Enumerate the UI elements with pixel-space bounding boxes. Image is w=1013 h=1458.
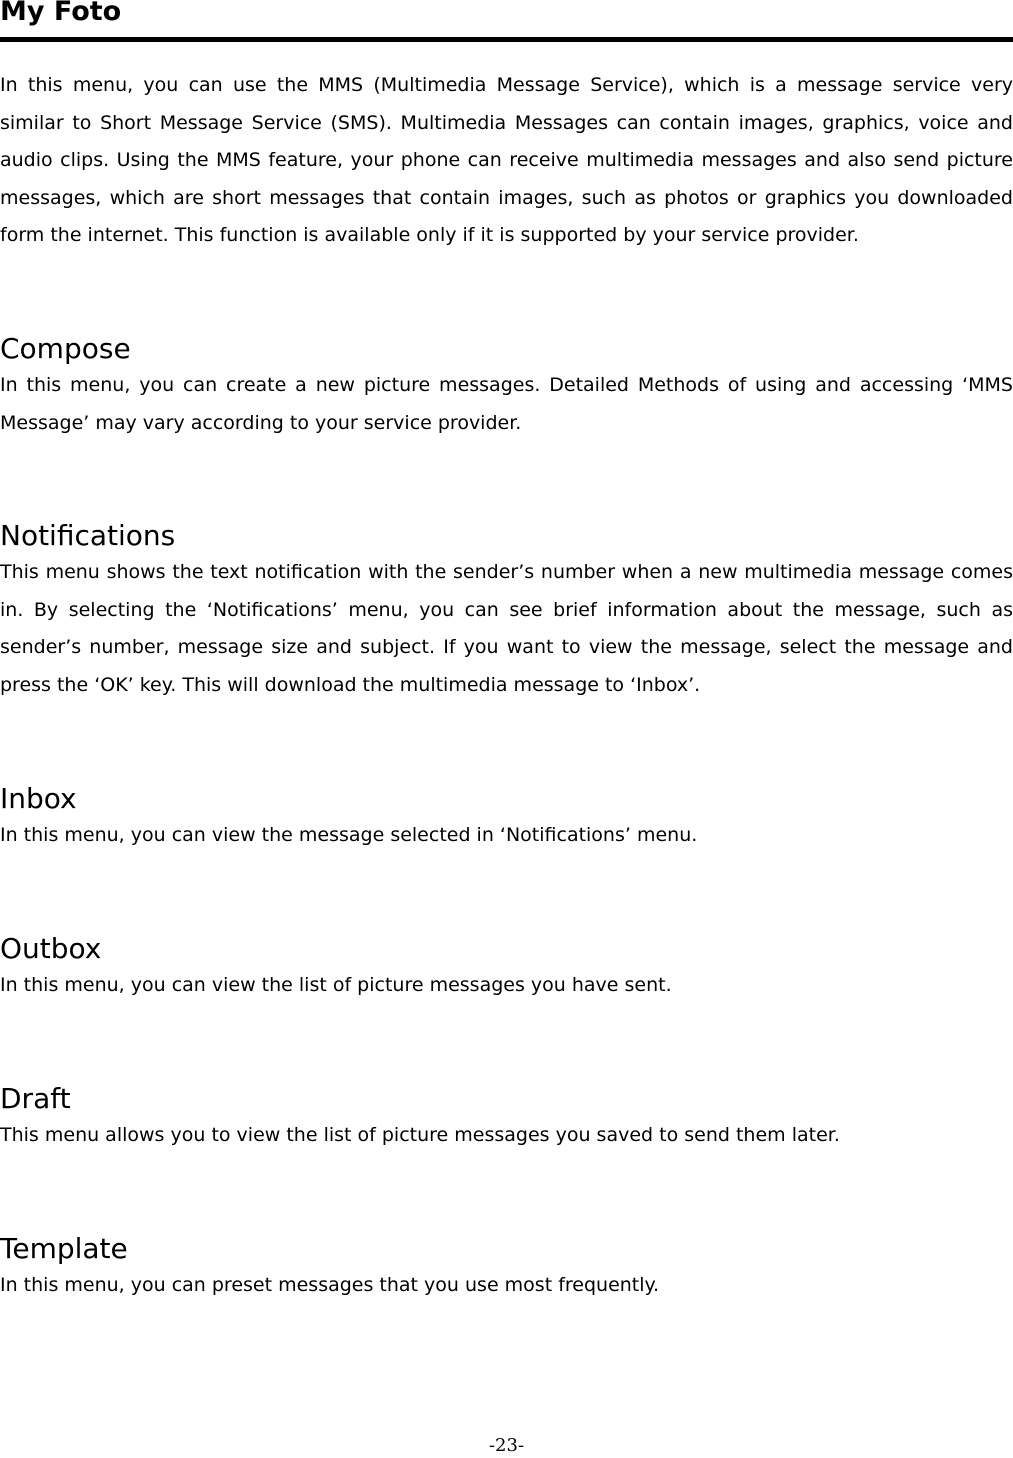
intro-paragraph: In this menu, you can use the MMS (Multimedia Message Service), which is a message service very similar to Short Message Service (SMS). Multimedia Messages can contain images, graphics, voice and audio clips. Using the MMS feature, your phone can receive multimedia messages and also send picture messages, which are short messages that contain images, such as photos or graphics you downloaded form the internet. This function is available only if it is supported by your service provider. <box>0 74 1013 247</box>
title-divider <box>0 37 1013 42</box>
inbox-paragraph: In this menu, you can view the message selected in ‘Notifications’ menu. <box>0 824 698 846</box>
compose-paragraph: In this menu, you can create a new picture messages. Detailed Methods of using and accessing ‘MMS Message’ may vary according to your service provider. <box>0 374 1013 434</box>
notifications-heading: Notifications <box>0 519 176 552</box>
compose-heading: Compose <box>0 332 131 365</box>
template-paragraph: In this menu, you can preset messages that you use most frequently. <box>0 1274 660 1296</box>
template-heading: Template <box>0 1232 128 1265</box>
inbox-heading: Inbox <box>0 782 77 815</box>
draft-paragraph: This menu allows you to view the list of picture messages you saved to send them later. <box>0 1124 840 1146</box>
draft-heading: Draft <box>0 1082 71 1115</box>
outbox-paragraph: In this menu, you can view the list of picture messages you have sent. <box>0 974 672 996</box>
outbox-heading: Outbox <box>0 932 102 965</box>
page-number: -23- <box>488 1435 525 1456</box>
notifications-paragraph: This menu shows the text notification with the sender’s number when a new multimedia message comes in. By selecting the ‘Notifications’ menu, you can see brief information about the message, such as sender’s number, message size and subject. If you want to view the message, select the message and press the ‘OK’ key. This will download the multimedia message to ‘Inbox’. <box>0 561 1013 696</box>
page-title: My Foto <box>0 0 122 27</box>
